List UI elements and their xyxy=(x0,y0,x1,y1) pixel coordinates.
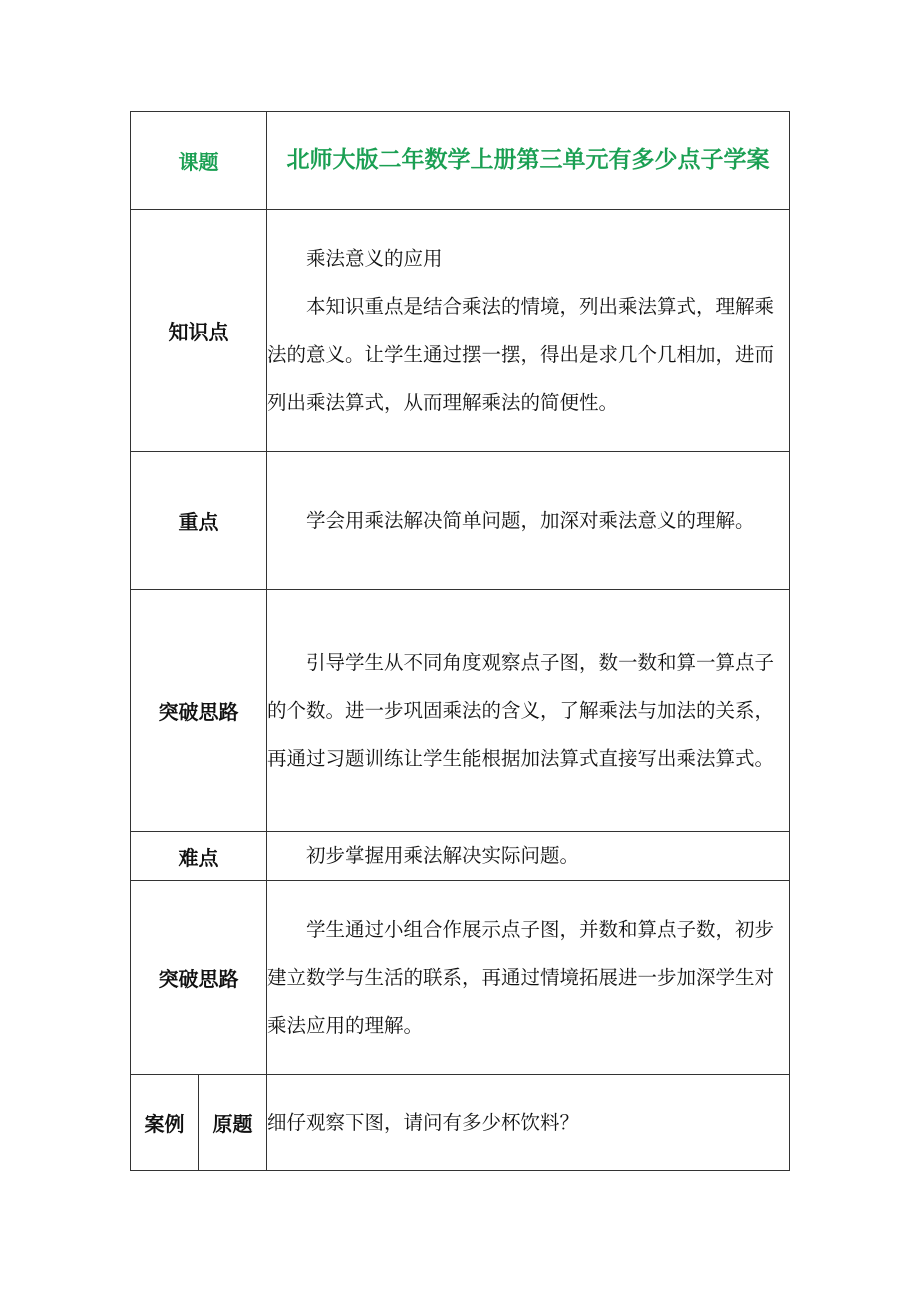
breakthrough-label-1: 突破思路 xyxy=(131,590,267,832)
knowledge-label: 知识点 xyxy=(131,210,267,452)
knowledge-content xyxy=(267,210,790,452)
knowledge-subtitle: 乘法意义的应用 xyxy=(306,246,443,270)
case-label: 案例 xyxy=(131,1075,199,1171)
breakthrough-text-2: 学生通过小组合作展示点子图，并数和算点子数，初步建立数学与生活的联系，再通过情境拓展进一步加深学生对乘法应用的理解。 xyxy=(267,917,775,1037)
key-point-label: 重点 xyxy=(131,452,267,590)
breakthrough-text-1: 引导学生从不同角度观察点子图，数一数和算一算点子的个数。进一步巩固乘法的含义，了解乘法与加法的关系，再通过习题训练让学生能根据加法算式直接写出乘法算式。 xyxy=(267,650,775,770)
difficulty-text: 初步掌握用乘法解决实际问题。 xyxy=(306,844,580,867)
breakthrough-row-1 xyxy=(131,590,790,832)
lesson-plan-table xyxy=(130,111,790,1171)
lesson-title: 北师大版二年数学上册第三单元有多少点子学案 xyxy=(267,112,790,210)
breakthrough-content-2 xyxy=(267,881,790,1075)
difficulty-label: 难点 xyxy=(131,832,267,881)
case-row xyxy=(131,1075,790,1171)
case-content xyxy=(267,1075,790,1171)
key-point-text: 学会用乘法解决简单问题，加深对乘法意义的理解。 xyxy=(306,508,755,532)
knowledge-text: 本知识重点是结合乘法的情境，列出乘法算式，理解乘法的意义。让学生通过摆一摆，得出是求几个几相加，进而列出乘法算式，从而理解乘法的简便性。 xyxy=(267,294,775,414)
key-point-content xyxy=(267,452,790,590)
difficulty-content xyxy=(267,832,790,881)
knowledge-row xyxy=(131,210,790,452)
key-point-row xyxy=(131,452,790,590)
breakthrough-row-2 xyxy=(131,881,790,1075)
case-sublabel: 原题 xyxy=(199,1075,267,1171)
difficulty-row xyxy=(131,832,790,881)
breakthrough-content-1 xyxy=(267,590,790,832)
breakthrough-label-2: 突破思路 xyxy=(131,881,267,1075)
title-row xyxy=(131,112,790,210)
case-question: 细仔观察下图，请问有多少杯饮料？ xyxy=(267,1110,580,1134)
title-label: 课题 xyxy=(131,112,267,210)
